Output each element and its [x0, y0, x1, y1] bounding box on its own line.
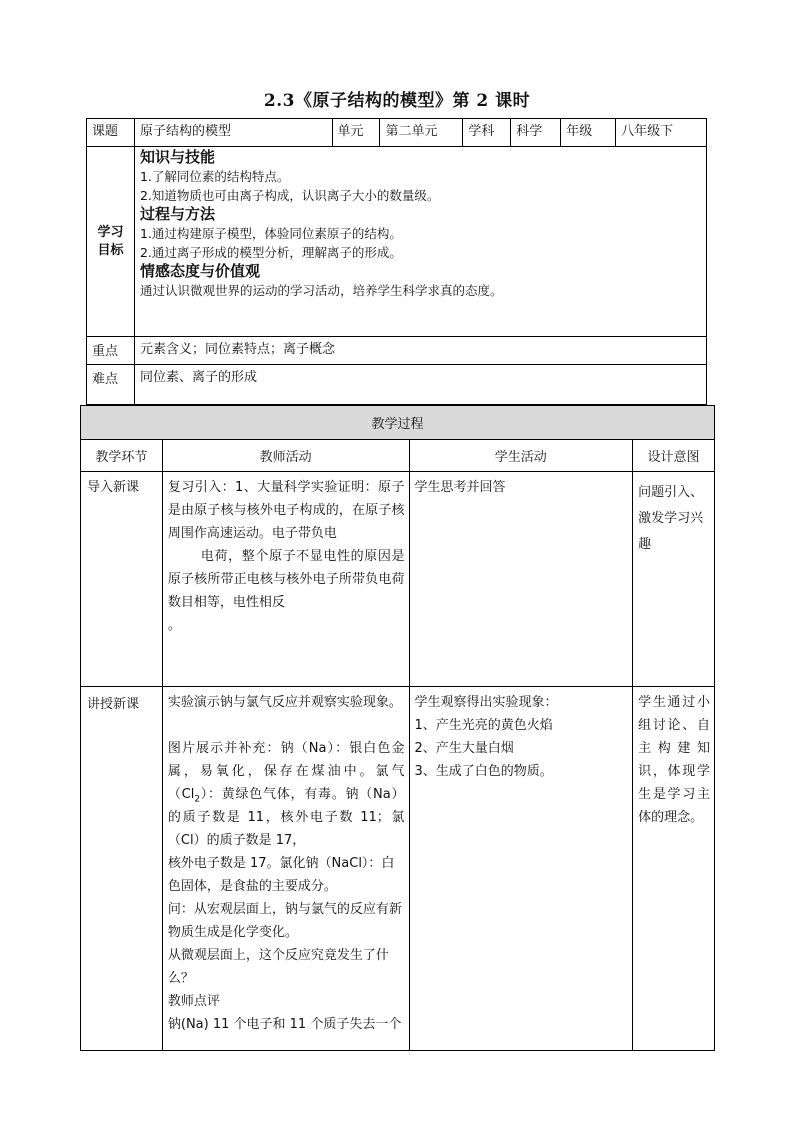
grade-value: 八年级下 [616, 119, 707, 147]
teacher-text-part: 图片展示并补充：钠（Na）：银白色金属，易氧化，保存在煤油中。氯气（Cl [167, 741, 405, 802]
student-cell [409, 472, 633, 687]
key-label: 重点 [87, 337, 135, 365]
header-teacher: 教师活动 [162, 440, 409, 472]
difficult-value: 同位素、离子的形成 [134, 365, 706, 405]
unit-value: 第二单元 [380, 119, 463, 147]
header-student: 学生活动 [409, 440, 633, 472]
teacher-text: 实验演示钠与氯气反应并观察实验现象。 [167, 695, 402, 710]
student-text: 学生思考并回答 [414, 480, 506, 495]
teacher-text: 。 [167, 618, 181, 633]
student-text: 3、生成了白色的物质。 [414, 764, 553, 779]
teacher-text-part: ）：黄绿色气体，有毒。钠（Na）的质子数是 11，核外电子数 11；氯（Cl）的质子数是 17， [167, 787, 405, 848]
topic-label: 课题 [87, 119, 135, 147]
subject-label: 学科 [463, 119, 511, 147]
difficult-label: 难点 [87, 365, 135, 405]
grade-label: 年级 [561, 119, 616, 147]
goal-item: 2.通过离子形成的模型分析，理解离子的形成。 [139, 245, 402, 260]
process-title: 教学过程 [81, 406, 715, 440]
student-text: 2、产生大量白烟 [414, 741, 514, 756]
teacher-text: 教师点评 [167, 994, 220, 1009]
student-text: 学生观察得出实验现象： [414, 695, 558, 710]
goals-label-line: 目标 [97, 242, 124, 258]
teacher-text [168, 737, 405, 852]
teacher-text: 电荷，整个原子不显电性的原因是原子核所带正电核与核外电子所带负电荷数目相等，电性相反 [167, 549, 405, 610]
teacher-cell [162, 687, 409, 1051]
stage-cell: 导入新课 [81, 472, 163, 687]
teacher-text: 核外电子数是 17。氯化钠（NaCl）：白色固体，是食盐的主要成分。 [167, 856, 395, 894]
teaching-process-table [80, 405, 715, 1051]
unit-label: 单元 [332, 119, 380, 147]
goal-heading: 过程与方法 [139, 205, 215, 223]
spacer [168, 714, 405, 737]
goals-label [87, 147, 135, 337]
student-text: 1、产生光亮的黄色火焰 [414, 718, 553, 733]
intent-cell: 问题引入、激发学习兴趣 [633, 472, 715, 687]
goal-heading: 知识与技能 [139, 148, 215, 166]
goal-item: 1.了解同位素的结构特点。 [139, 169, 290, 184]
table-row [81, 687, 715, 1051]
subscript: 2 [194, 794, 201, 805]
table-row [81, 472, 715, 687]
header-intent: 设计意图 [633, 440, 715, 472]
topic-value: 原子结构的模型 [134, 119, 332, 147]
goal-heading: 情感态度与价值观 [139, 262, 260, 280]
student-cell [409, 687, 633, 1051]
lesson-info-table [86, 118, 707, 405]
teacher-text: 从微观层面上，这个反应究竟发生了什么？ [167, 948, 389, 986]
teacher-text: 钠(Na) 11 个电子和 11 个质子失去一个 [167, 1017, 402, 1032]
goals-content [134, 147, 706, 337]
goal-item: 1.通过构建原子模型，体验同位素原子的结构。 [139, 226, 402, 241]
goal-item: 通过认识微观世界的运动的学习活动，培养学生科学求真的态度。 [139, 283, 503, 298]
teacher-text: 问：从宏观层面上，钠与氯气的反应有新物质生成是化学变化。 [167, 902, 402, 940]
header-stage: 教学环节 [81, 440, 163, 472]
teacher-cell [162, 472, 409, 687]
subject-value: 科学 [511, 119, 561, 147]
goal-item: 2.知道物质也可由离子构成，认识离子大小的数量级。 [139, 188, 440, 203]
page-title: 2.3《原子结构的模型》第 2 课时 [263, 91, 531, 111]
intent-cell: 学生通过小组讨论、自主构建知识，体现学生是学习主体的理念。 [633, 687, 715, 1051]
teacher-text: 复习引入：1、大量科学实验证明：原子是由原子核与核外电子构成的，在原子核周围作高速运动。电子带负电 [167, 480, 405, 541]
goals-label-line: 学习 [97, 224, 124, 240]
key-value: 元素含义；同位素特点；离子概念 [134, 337, 706, 365]
stage-cell: 讲授新课 [81, 687, 163, 1051]
